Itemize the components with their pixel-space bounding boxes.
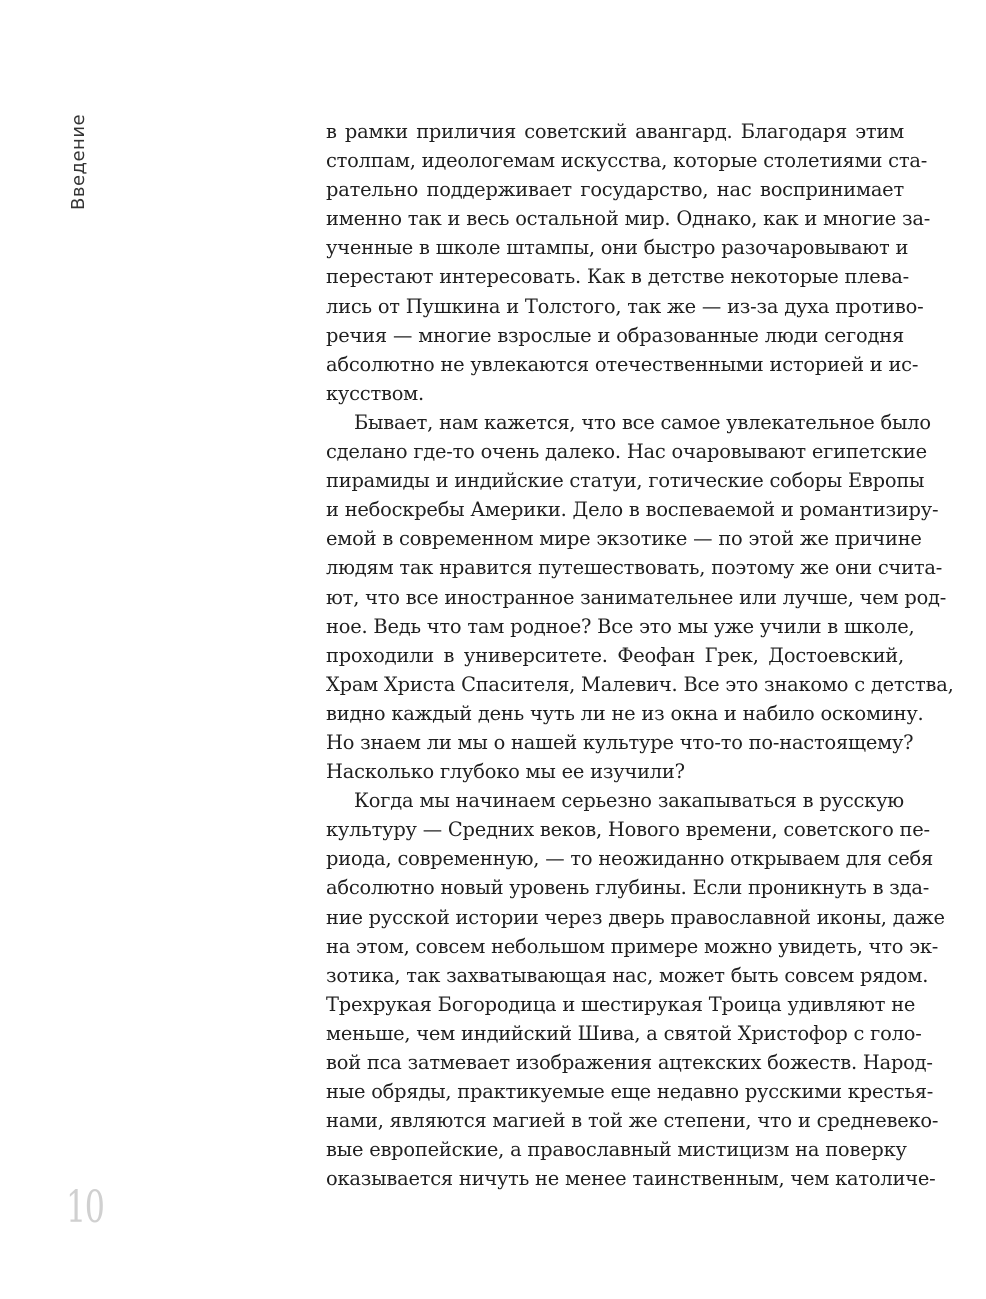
text-line: риода, современную, — то неожиданно открываем для себя	[326, 847, 934, 871]
text-line: Трехрукая Богородица и шестирукая Троица удивляют не	[326, 992, 916, 1016]
text-line: лись от Пушкина и Толстого, так же — из-за духа противо-	[326, 294, 924, 318]
text-line: столпам, идеологемам искусства, которые столетиями ста-	[326, 149, 928, 173]
text-line: именно так и весь остальной мир. Однако, как и многие за-	[326, 207, 931, 231]
paragraph-1	[326, 117, 931, 408]
text-line: Бывает, нам кажется, что все самое увлекательное было	[354, 410, 931, 434]
text-line: вой пса затмевает изображения ацтекских божеств. Народ-	[326, 1051, 933, 1074]
text-line: на этом, совсем небольшом примере можно увидеть, что эк-	[326, 934, 939, 958]
paragraph-3	[326, 786, 945, 1193]
text-line: и небоскребы Америки. Дело в воспеваемой и романтизиру-	[326, 498, 939, 522]
text-line: кусством.	[326, 381, 425, 405]
text-line: людям так нравится путешествовать, поэтому же они счита-	[326, 556, 943, 580]
text-line: ученные в школе штампы, они быстро разочаровывают и	[326, 236, 909, 260]
text-line: емой в современном мире экзотике — по этой же причине	[326, 527, 922, 551]
text-line: вые европейские, а православный мистицизм на поверку	[326, 1138, 907, 1162]
text-line: речия — многие взрослые и образованные люди сегодня	[326, 323, 904, 347]
text-line: ное. Ведь что там родное? Все это мы уже учили в школе,	[326, 614, 915, 638]
text-line: в рамки приличия советский авангард. Благодаря этим	[326, 120, 904, 143]
text-line: рательно поддерживает государство, нас воспринимает	[326, 178, 904, 202]
text-line: ют, что все иностранное занимательнее или лучше, чем род-	[326, 585, 947, 609]
text-line: сделано где-то очень далеко. Нас очаровывают египетские	[326, 440, 927, 464]
text-line: нами, являются магией в той же степени, что и средневеко-	[326, 1109, 939, 1133]
text-line: перестают интересовать. Как в детстве некоторые плева-	[326, 265, 910, 289]
text-line: проходили в университете. Феофан Грек, Достоевский,	[326, 643, 904, 667]
body-text	[326, 117, 954, 1193]
page-number: 10	[66, 1182, 104, 1233]
text-line: оказывается ничуть не менее таинственным, чем католиче-	[326, 1167, 936, 1191]
text-line: видно каждый день чуть ли не из окна и набило оскомину.	[326, 701, 924, 725]
text-line: меньше, чем индийский Шива, а святой Христофор с голо-	[326, 1021, 922, 1045]
text-line: абсолютно не увлекаются отечественными историей и ис-	[326, 352, 919, 376]
paragraph-2	[326, 408, 954, 786]
running-head: Введение	[68, 113, 89, 210]
text-line: зотика, так захватывающая нас, может быть совсем рядом.	[326, 963, 929, 987]
text-line: пирамиды и индийские статуи, готические соборы Европы	[326, 469, 925, 493]
text-line: ние русской истории через дверь православной иконы, даже	[326, 905, 945, 929]
text-line: Храм Христа Спасителя, Малевич. Все это знакомо с детства,	[326, 672, 954, 696]
text-line: культуру — Средних веков, Нового времени, советского пе-	[326, 818, 930, 842]
text-line: Но знаем ли мы о нашей культуре что-то по-настоящему?	[326, 730, 914, 754]
text-line: абсолютно новый уровень глубины. Если проникнуть в зда-	[326, 876, 930, 900]
text-line: Когда мы начинаем серьезно закапываться в русскую	[354, 789, 904, 813]
text-line: ные обряды, практикуемые еще недавно русскими крестья-	[326, 1080, 934, 1104]
text-line: Насколько глубоко мы ее изучили?	[326, 760, 685, 784]
